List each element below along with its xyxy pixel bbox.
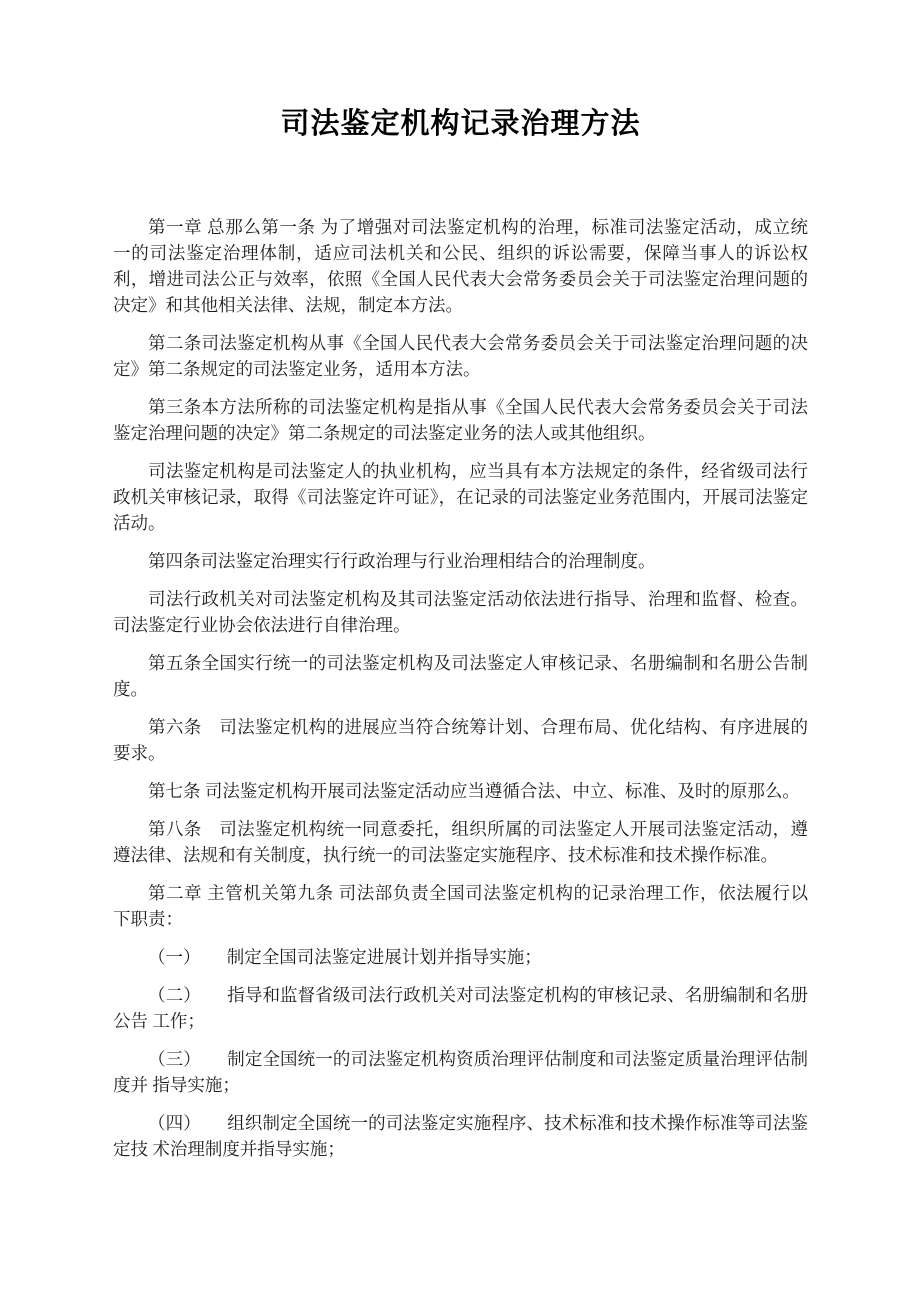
paragraph-chapter2-article9: 第二章 主管机关第九条 司法部负责全国司法鉴定机构的记录治理工作，依法履行以 下职责：: [113, 883, 813, 930]
document-title: 司法鉴定机构记录治理方法: [280, 108, 641, 140]
paragraph-item-2: （二） 指导和监督省级司法行政机关对司法鉴定机构的审核记录、名册编制和名册公告 工作；: [113, 985, 808, 1032]
paragraph-item-4: （四） 组织制定全国统一的司法鉴定实施程序、技术标准和技术操作标准等司法鉴定技 术治理制度并指导实施；: [113, 1113, 808, 1160]
paragraph-article7: 第七条 司法鉴定机构开展司法鉴定活动应当遵循合法、中立、标准、及时的原那么。: [148, 781, 800, 802]
paragraph-article4: 第四条司法鉴定治理实行行政治理与行业治理相结合的治理制度。: [148, 551, 656, 572]
paragraph-chapter1-article1: 第一章 总那么第一条 为了增强对司法鉴定机构的治理，标准司法鉴定活动，成立统 一的司法鉴定治理体制，适应司法机关和公民、组织的诉讼需要，保障当事人的诉讼权利，增进司法公正与效率，依照《全国人民代表大会常务委员会关于司法鉴定治理问题的决定》和其他相关法律、法规，制定本方法。: [113, 217, 813, 316]
paragraph-item-3: （三） 制定全国统一的司法鉴定机构资质治理评估制度和司法鉴定质量治理评估制度并 指导实施；: [113, 1049, 808, 1096]
paragraph-article2: 第二条司法鉴定机构从事《全国人民代表大会常务委员会关于司法鉴定治理问题的决定》第二条规定的司法鉴定业务，适用本方法。: [113, 333, 808, 380]
paragraph-article4-continued: 司法行政机关对司法鉴定机构及其司法鉴定活动依法进行指导、治理和监督、检查。司法鉴定行业协会依法进行自律治理。: [113, 589, 808, 636]
paragraph-article3: 第三条本方法所称的司法鉴定机构是指从事《全国人民代表大会常务委员会关于司法鉴定治理问题的决定》第二条规定的司法鉴定业务的法人或其他组织。: [113, 397, 808, 444]
paragraph-item-1: （一） 制定全国司法鉴定进展计划并指导实施；: [148, 947, 542, 968]
paragraph-article8: 第八条 司法鉴定机构统一同意委托，组织所属的司法鉴定人开展司法鉴定活动，遵遵法律、法规和有关制度，执行统一的司法鉴定实施程序、技术标准和技术操作标准。: [113, 819, 808, 866]
paragraph-article3-continued: 司法鉴定机构是司法鉴定人的执业机构，应当具有本方法规定的条件，经省级司法行政机关审核记录，取得《司法鉴定许可证》，在记录的司法鉴定业务范围内，开展司法鉴定活动。: [113, 461, 808, 534]
paragraph-article5: 第五条全国实行统一的司法鉴定机构及司法鉴定人审核记录、名册编制和名册公告制度。: [113, 653, 808, 700]
paragraph-article6: 第六条 司法鉴定机构的进展应当符合统筹计划、合理布局、优化结构、有序进展的要求。: [113, 717, 808, 764]
